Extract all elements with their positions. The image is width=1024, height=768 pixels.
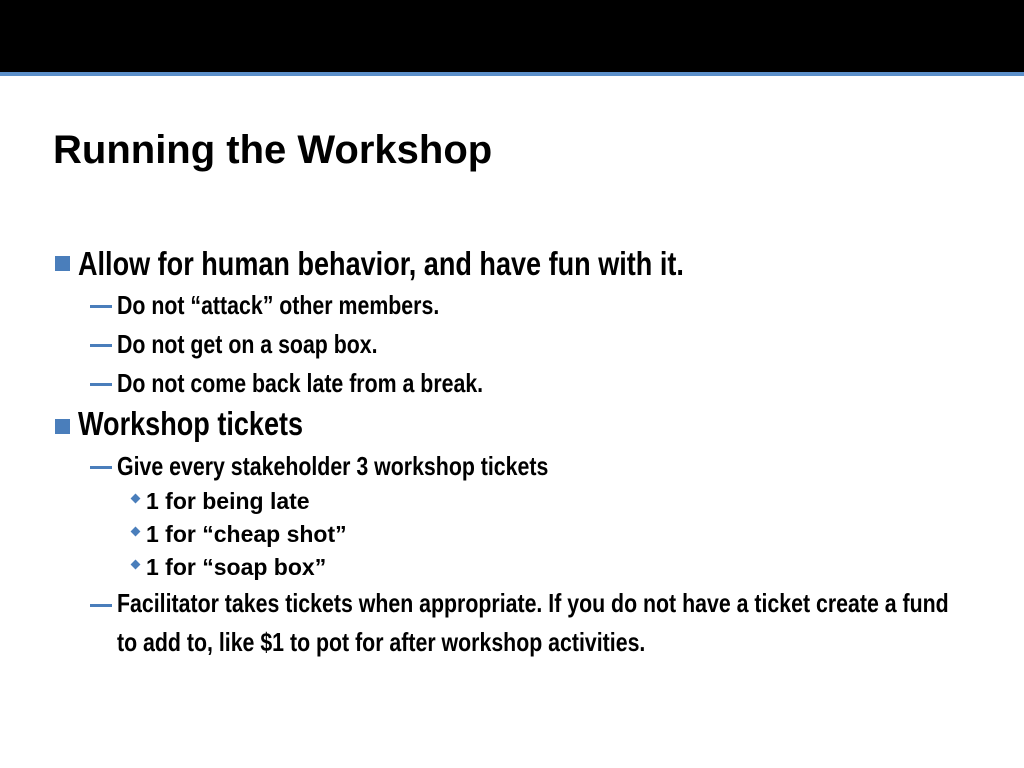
sub-sub-bullet-text: 1 for being late [146,488,310,514]
dash-bullet-icon [90,305,112,308]
sub-bullet-text: Facilitator takes tickets when appropriate. If you do not have a ticket create a fund to add to, like $1 to pot for after workshop activities. [117,588,949,657]
diamond-bullet-icon [131,560,141,570]
sub-sub-bullet-text: 1 for “cheap shot” [146,521,347,547]
diamond-bullet-icon [131,527,141,537]
header-bar [0,0,1024,72]
sub-sub-bullet-text: 1 for “soap box” [146,554,327,580]
bullet-text: Workshop tickets [78,405,304,442]
dash-bullet-icon [90,344,112,347]
square-bullet-icon [55,256,70,271]
sub-bullet-text: Do not come back late from a break. [117,368,484,398]
sub-bullet-text: Do not get on a soap box. [117,329,378,359]
dash-bullet-icon [90,466,112,469]
sub-bullet-text: Give every stakeholder 3 workshop tickets [117,451,549,481]
bullet-text: Allow for human behavior, and have fun with it. [78,245,684,282]
header-accent-rule [0,72,1024,76]
sub-bullet-text: Do not “attack” other members. [117,290,440,320]
dash-bullet-icon [90,604,112,607]
diamond-bullet-icon [131,494,141,504]
square-bullet-icon [55,419,70,434]
dash-bullet-icon [90,383,112,386]
slide-title: Running the Workshop [53,128,493,172]
